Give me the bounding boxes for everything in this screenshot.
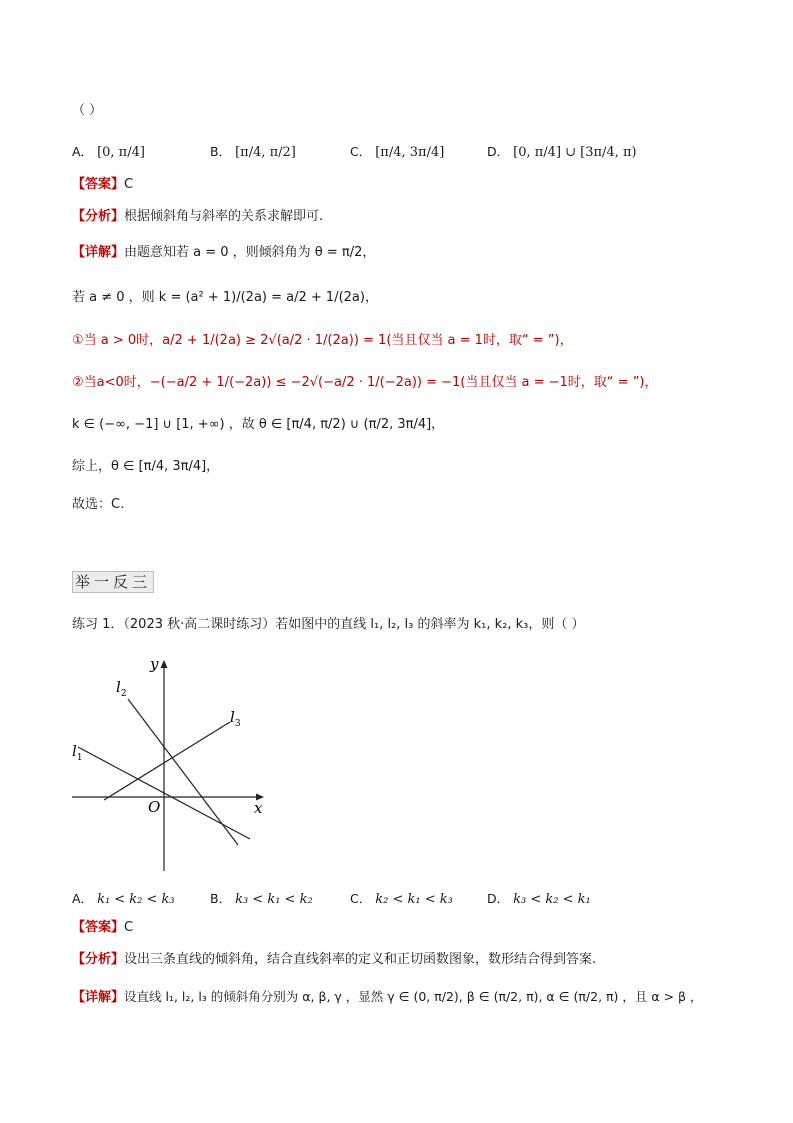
answer-line <box>72 178 133 192</box>
l1-subscript: 1 <box>76 753 83 763</box>
option-letter: D． <box>487 891 510 906</box>
answer-tag: 【答案】 <box>72 920 125 935</box>
exercise-answer-line <box>72 921 133 935</box>
option-value: [π/4, 3π/4] <box>375 145 445 160</box>
detail-line-1 <box>72 246 375 260</box>
l2-subscript: 2 <box>120 689 127 699</box>
analysis-text: 根据倾斜角与斜率的关系求解即可. <box>124 209 324 224</box>
detail-tag: 【详解】 <box>72 990 125 1005</box>
line-figure <box>68 652 278 877</box>
option-value: [0, π/4] ∪ [3π/4, π) <box>513 145 637 160</box>
l2-label <box>116 678 127 699</box>
section-title: 举一反三 <box>72 571 154 593</box>
exercise-option-c <box>350 889 453 907</box>
option-letter: D． <box>487 144 510 159</box>
exercise-title: 练习 1．（2023 秋·高二课时练习）若如图中的直线 l₁, l₂, l₃ 的斜率为 k₁, k₂, k₃，则（ ） <box>72 617 585 632</box>
option-letter: B． <box>210 891 232 906</box>
question-paren: （ ） <box>72 103 103 118</box>
analysis-tag: 【分析】 <box>72 209 125 224</box>
y-axis-arrow-icon <box>161 660 168 668</box>
detail-line-7: 故选：C. <box>72 497 125 512</box>
answer-value: C <box>124 177 134 192</box>
detail-line-5: k ∈ (−∞, −1] ∪ [1, +∞) ，故 θ ∈ [π/4, π/2) ∪ (π/2, 3π/4]， <box>72 417 445 432</box>
exercise-option-a <box>72 889 175 907</box>
exercise-option-d <box>487 889 591 907</box>
origin-label: O <box>148 798 161 816</box>
analysis-tag: 【分析】 <box>72 952 125 967</box>
exercise-option-b <box>210 889 313 907</box>
option-letter: A． <box>72 891 94 906</box>
l3-letter: l <box>230 708 235 726</box>
detail-tag: 【详解】 <box>72 245 125 260</box>
option-value: [π/4, π/2] <box>235 145 296 160</box>
l3-subscript: 3 <box>234 719 241 729</box>
l3-label <box>230 708 241 729</box>
l2-letter: l <box>116 678 121 696</box>
x-label: x <box>254 799 263 817</box>
option-d <box>487 142 637 160</box>
detail-text: 由题意知若 a = 0 ，则倾斜角为 θ = π/2， <box>124 245 376 260</box>
analysis-line <box>72 210 323 224</box>
option-letter: A． <box>72 144 94 159</box>
option-letter: C． <box>350 891 372 906</box>
option-value: k₃ < k₂ < k₁ <box>513 892 591 907</box>
option-value: k₁ < k₂ < k₃ <box>97 892 175 907</box>
y-label: y <box>150 655 159 673</box>
option-value: k₂ < k₁ < k₃ <box>375 892 453 907</box>
exercise-analysis-line <box>72 953 596 967</box>
detail-line-2: 若 a ≠ 0 ，则 k = (a² + 1)/(2a) = a/2 + 1/(2a)， <box>72 290 378 305</box>
detail-line-3: ①当 a > 0时，a/2 + 1/(2a) ≥ 2√(a/2 · 1/(2a)) = 1(当且仅当 a = 1时，取“ = ”)， <box>72 333 573 348</box>
detail-text: 设直线 l₁, l₂, l₃ 的倾斜角分别为 α, β, γ ，显然 γ ∈ (0, π/2), β ∈ (π/2, π), α ∈ (π/2, π) ，且 α > β ， <box>124 989 703 1004</box>
line-l3 <box>104 722 230 800</box>
option-value: k₃ < k₁ < k₂ <box>235 892 313 907</box>
option-b <box>210 142 296 160</box>
l1-letter: l <box>72 742 77 760</box>
line-l2 <box>128 699 238 845</box>
detail-line-6: 综上，θ ∈ [π/4, 3π/4]， <box>72 459 220 474</box>
option-letter: C． <box>350 144 372 159</box>
option-c <box>350 142 444 160</box>
answer-value: C <box>124 920 134 935</box>
analysis-text: 设出三条直线的倾斜角，结合直线斜率的定义和正切函数图象，数形结合得到答案. <box>124 952 597 967</box>
option-a <box>72 142 145 160</box>
exercise-detail-line <box>72 991 702 1004</box>
option-value: [0, π/4] <box>97 145 145 160</box>
answer-tag: 【答案】 <box>72 177 125 192</box>
l1-label <box>72 742 83 763</box>
option-letter: B． <box>210 144 232 159</box>
detail-line-4: ②当a<0时，−(−a/2 + 1/(−2a)) ≤ −2√(−a/2 · 1/(−2a)) = −1(当且仅当 a = −1时，取“ = ”)， <box>72 375 658 390</box>
